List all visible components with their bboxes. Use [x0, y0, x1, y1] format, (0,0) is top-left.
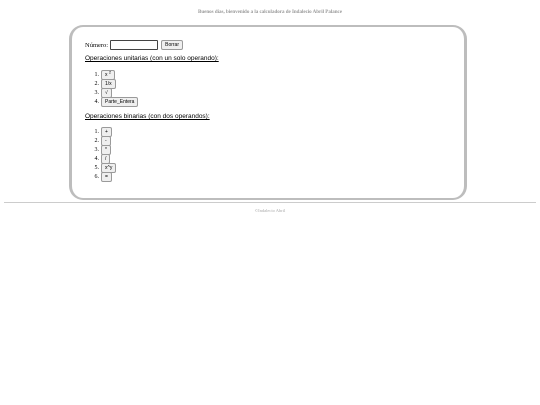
footer-text: ©Indalecio Abril [254, 208, 286, 213]
square-exponent: 2 [108, 68, 112, 74]
list-item [85, 172, 116, 181]
square-base: x [105, 71, 108, 78]
equals-button[interactable]: = [101, 172, 112, 182]
add-button[interactable]: + [101, 127, 112, 137]
clear-button[interactable]: Borrar [161, 40, 183, 50]
list-index: 5. [94, 164, 99, 171]
list-item [85, 127, 116, 136]
list-index: 4. [94, 155, 99, 162]
power-button[interactable]: x^y [101, 163, 116, 173]
unary-operations-title: Operaciones unitarias (con un solo operando): [85, 55, 219, 62]
number-row [85, 40, 183, 50]
list-index: 3. [94, 89, 99, 96]
sqrt-button[interactable]: √ [101, 88, 112, 98]
unary-operations-list [85, 70, 138, 106]
reciprocal-button[interactable]: 1/x [101, 79, 116, 89]
list-index: 2. [94, 137, 99, 144]
list-index: 2. [94, 80, 99, 87]
footer-divider [4, 202, 536, 203]
divide-button[interactable]: / [101, 154, 110, 164]
list-item [85, 70, 138, 79]
list-item [85, 145, 116, 154]
binary-operations-list [85, 127, 116, 181]
list-index: 4. [94, 98, 99, 105]
list-item [85, 97, 138, 106]
page-header: Buenos días, bienvenido a la calculadora de Indalecio Abril Palance [198, 10, 342, 15]
list-index: 1. [94, 71, 99, 78]
number-input[interactable] [110, 40, 158, 50]
list-index: 3. [94, 146, 99, 153]
list-item [85, 163, 116, 172]
list-item [85, 88, 138, 97]
integer-part-button[interactable]: Parte_Entera [101, 97, 138, 107]
number-label: Número: [85, 41, 109, 49]
multiply-button[interactable]: * [101, 145, 111, 155]
list-item [85, 154, 116, 163]
list-index: 6. [94, 173, 99, 180]
subtract-button[interactable]: - [101, 136, 111, 146]
list-index: 1. [94, 128, 99, 135]
list-item [85, 136, 116, 145]
binary-operations-title: Operaciones binarias (con dos operandos): [85, 113, 210, 120]
list-item [85, 79, 138, 88]
